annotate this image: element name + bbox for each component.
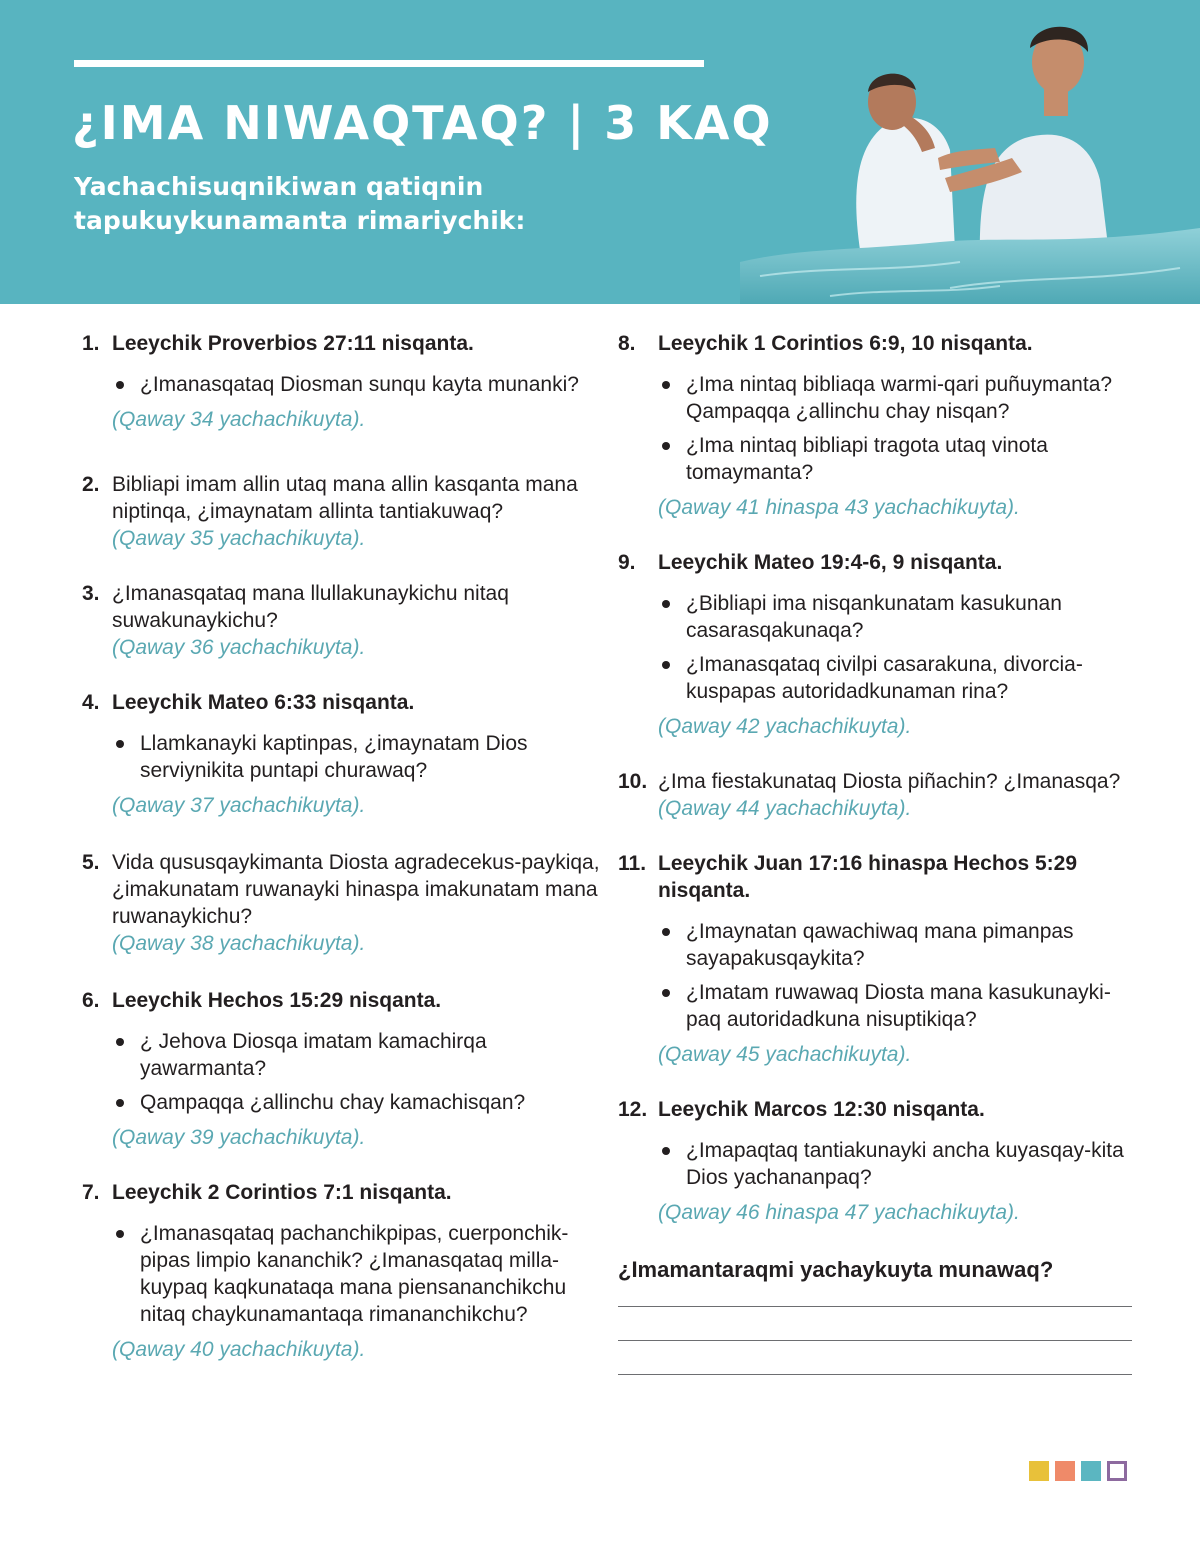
- bullet-icon: [116, 1099, 124, 1107]
- bullet-item: Qampaqqa ¿allinchu chay kamachisqan?: [116, 1089, 602, 1116]
- header-rule: [74, 60, 704, 67]
- orange-square-icon: [1055, 1461, 1075, 1481]
- bullet-icon: [662, 1147, 670, 1155]
- question-4: [82, 689, 602, 819]
- reference: (Qaway 39 yachachikuyta).: [112, 1126, 366, 1149]
- answer-line[interactable]: [618, 1306, 1132, 1307]
- question-heading: Leeychik 2 Corintios 7:1 nisqanta.: [112, 1181, 452, 1204]
- bullet-item: ¿Ima nintaq bibliaqa warmi-qari puñuymanta? Qampaqqa ¿allinchu chay nisqan?: [662, 371, 1138, 425]
- bullet-item: ¿Imapaqtaq tantiakunayki ancha kuyasqay-kita Dios yachananpaq?: [662, 1137, 1138, 1191]
- question-7: [82, 1179, 602, 1363]
- question-5: [82, 849, 602, 957]
- bullet-icon: [116, 1230, 124, 1238]
- question-number: 10.: [618, 770, 648, 793]
- question-text: Vida qususqaykimanta Diosta agradecekus-paykiqa, ¿imakunatam ruwanayki hinaspa imakunatam mana ruwanaykichu?: [112, 851, 600, 928]
- question-12: [618, 1096, 1138, 1226]
- question-number: 9.: [618, 551, 636, 574]
- bullet-item: ¿Imaynatan qawachiwaq mana pimanpas sayapakusqaykita?: [662, 918, 1138, 972]
- question-9: [618, 549, 1138, 740]
- teal-square-icon: [1081, 1461, 1101, 1481]
- question-number: 12.: [618, 1098, 648, 1121]
- page-title: ¿IMA NIWAQTAQ? | 3 KAQ: [72, 96, 773, 150]
- bullet-icon: [116, 1038, 124, 1046]
- reference: (Qaway 42 yachachikuyta).: [658, 715, 912, 738]
- final-question-block: [618, 1256, 1138, 1375]
- bullet-icon: [662, 442, 670, 450]
- question-8: [618, 330, 1138, 521]
- bullet-item: ¿Ima nintaq bibliapi tragota utaq vinota tomaymanta?: [662, 432, 1138, 486]
- question-2: [82, 471, 602, 552]
- question-number: 1.: [82, 332, 100, 355]
- question-text: ¿Ima fiestakunataq Diosta piñachin? ¿Imanasqa?: [658, 770, 1121, 793]
- bullet-item: ¿ Jehova Diosqa imatam kamachirqa yawarmanta?: [116, 1028, 602, 1082]
- header-banner: [0, 0, 1200, 304]
- reference: (Qaway 34 yachachikuyta).: [112, 408, 366, 431]
- question-heading: Leeychik Marcos 12:30 nisqanta.: [658, 1098, 985, 1121]
- question-number: 11.: [618, 852, 647, 875]
- question-6: [82, 987, 602, 1151]
- question-heading: Leeychik 1 Corintios 6:9, 10 nisqanta.: [658, 332, 1033, 355]
- question-text: Bibliapi imam allin utaq mana allin kasqanta mana niptinqa, ¿imaynatam allinta tantiakuwaq?: [112, 473, 578, 523]
- question-11: [618, 850, 1138, 1068]
- question-heading: Leeychik Hechos 15:29 nisqanta.: [112, 989, 442, 1012]
- yellow-square-icon: [1029, 1461, 1049, 1481]
- question-number: 4.: [82, 691, 100, 714]
- reference: (Qaway 35 yachachikuyta).: [112, 527, 366, 550]
- bullet-item: ¿Imanasqataq civilpi casarakuna, divorcia-kuspapas autoridadkunaman rina?: [662, 651, 1138, 705]
- question-3: [82, 580, 602, 661]
- bullet-icon: [116, 381, 124, 389]
- final-question: ¿Imamantaraqmi yachaykuyta munawaq?: [618, 1257, 1054, 1282]
- question-number: 6.: [82, 989, 100, 1012]
- reference: (Qaway 38 yachachikuyta).: [112, 932, 366, 955]
- bullet-icon: [662, 989, 670, 997]
- bullet-icon: [662, 661, 670, 669]
- bullet-item: ¿Imanasqataq Diosman sunqu kayta munanki?: [116, 371, 602, 398]
- question-1: [82, 330, 602, 433]
- bullet-icon: [662, 928, 670, 936]
- reference: (Qaway 36 yachachikuyta).: [112, 636, 366, 659]
- reference: (Qaway 45 yachachikuyta).: [658, 1043, 912, 1066]
- bullet-item: Llamkanayki kaptinpas, ¿imaynatam Dios serviynikita puntapi churawaq?: [116, 730, 602, 784]
- question-number: 5.: [82, 851, 100, 874]
- question-heading: Leeychik Mateo 6:33 nisqanta.: [112, 691, 415, 714]
- question-number: 7.: [82, 1181, 100, 1204]
- question-number: 2.: [82, 473, 100, 496]
- bullet-item: ¿Bibliapi ima nisqankunatam kasukunan casarasqakunaqa?: [662, 590, 1138, 644]
- left-column: [82, 330, 602, 1363]
- bullet-item: ¿Imanasqataq pachanchikpipas, cuerponchik-pipas limpio kananchik? ¿Imanasqataq milla-kuypaq kaqkunataqa mana piensananchikchu nitaq chaykunamantaqa rimananchikchu?: [116, 1220, 602, 1328]
- question-number: 8.: [618, 332, 636, 355]
- right-column: [618, 330, 1138, 1375]
- reference: (Qaway 41 hinaspa 43 yachachikuyta).: [658, 496, 1020, 519]
- question-heading: Leeychik Juan 17:16 hinaspa Hechos 5:29 nisqanta.: [658, 852, 1078, 902]
- answer-line[interactable]: [618, 1374, 1132, 1375]
- bullet-icon: [662, 600, 670, 608]
- answer-line[interactable]: [618, 1340, 1132, 1341]
- bullet-item: ¿Imatam ruwawaq Diosta mana kasukunayki-paq autoridadkuna nisuptikiqa?: [662, 979, 1138, 1033]
- reference: (Qaway 40 yachachikuyta).: [112, 1338, 366, 1361]
- reference: (Qaway 44 yachachikuyta).: [658, 797, 912, 820]
- bullet-icon: [116, 740, 124, 748]
- question-heading: Leeychik Mateo 19:4-6, 9 nisqanta.: [658, 551, 1003, 574]
- question-number: 3.: [82, 582, 100, 605]
- question-heading: Leeychik Proverbios 27:11 nisqanta.: [112, 332, 474, 355]
- baptism-illustration: [740, 0, 1200, 304]
- reference: (Qaway 37 yachachikuyta).: [112, 794, 366, 817]
- purple-outline-square-icon: [1107, 1461, 1127, 1481]
- bullet-icon: [662, 381, 670, 389]
- question-10: [618, 768, 1138, 822]
- question-text: ¿Imanasqataq mana llullakunaykichu nitaq suwakunaykichu?: [112, 582, 509, 632]
- page-subtitle: Yachachisuqnikiwan qatiqnin tapukuykunamanta rimariychik:: [74, 172, 526, 235]
- reference: (Qaway 46 hinaspa 47 yachachikuyta).: [658, 1201, 1020, 1224]
